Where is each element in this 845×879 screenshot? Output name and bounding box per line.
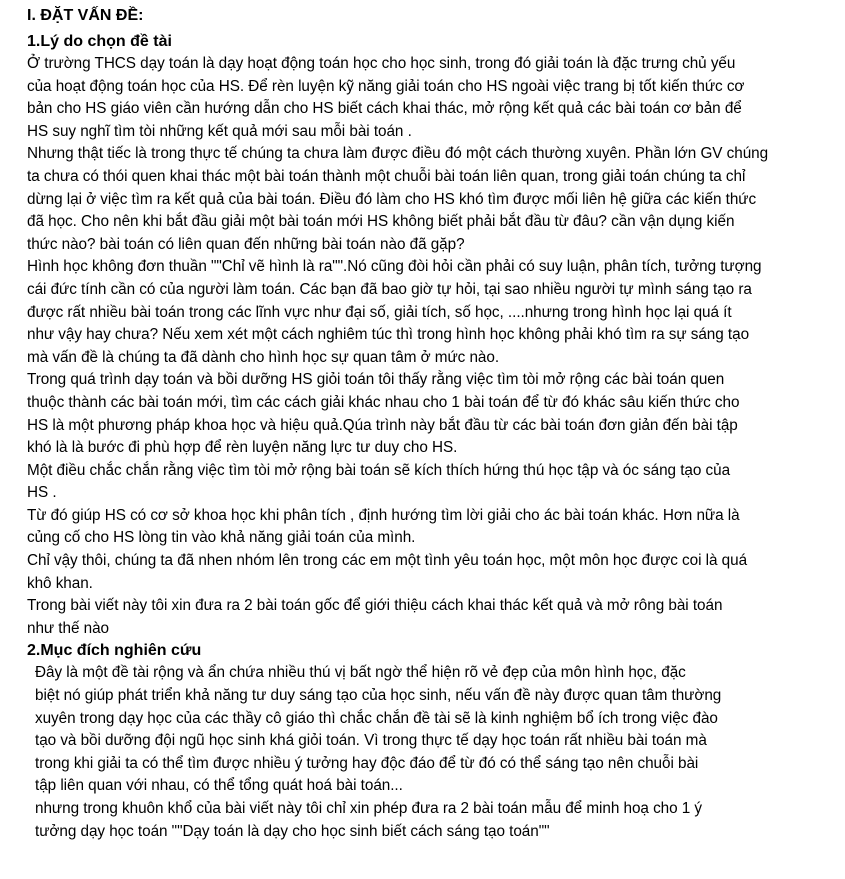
paragraph-line: thuộc thành các bài toán mới, tìm các cách giải khác nhau cho 1 bài toán để từ đó khác sâu kiến thức cho xyxy=(27,393,740,411)
paragraph-line: tạo và bồi dưỡng đội ngũ học sinh khá giỏi toán. Vì trong thực tế dạy học toán rất nhiều bài toán mà xyxy=(35,732,707,750)
paragraph-line: Đây là một đề tài rộng và ẩn chứa nhiều thú vị bất ngờ thể hiện rõ vẻ đẹp của môn hình học, đặc xyxy=(35,664,686,682)
paragraph-line: Từ đó giúp HS có cơ sở khoa học khi phân tích , định hướng tìm lời giải cho ác bài toán khác. Hơn nữa là xyxy=(27,506,740,524)
paragraph-line: biệt nó giúp phát triển khả năng tư duy sáng tạo của học sinh, nếu vấn đề này được quan tâm thường xyxy=(35,687,722,705)
paragraph-line: cái đức tính cần có của người làm toán. Các bạn đã bao giờ tự hỏi, tại sao nhiều người tự mình sáng tạo ra xyxy=(27,280,752,298)
paragraph-line: thức nào? bài toán có liên quan đến những bài toán nào đã gặp? xyxy=(27,235,465,253)
section-2-body xyxy=(27,662,845,843)
paragraph-line: ta chưa có thói quen khai thác một bài toán thành một chuỗi bài toán liên quan, trong giải toán chúng ta chỉ xyxy=(27,167,746,185)
paragraph-line: củng cố cho HS lòng tin vào khả năng giải toán của mình. xyxy=(27,529,416,547)
paragraph-line: Trong quá trình dạy toán và bồi dưỡng HS giỏi toán tôi thấy rằng việc tìm tòi mở rộng các bài toán quen xyxy=(27,371,725,389)
paragraph-line: Chỉ vậy thôi, chúng ta đã nhen nhóm lên trong các em một tình yêu toán học, một môn học được coi là quá xyxy=(27,552,748,570)
section-2-title: 2.Mục đích nghiên cứu xyxy=(27,642,202,660)
paragraph-line: mà vấn đề là chúng ta đã dành cho hình học sự quan tâm ở mức nào. xyxy=(27,348,500,366)
paragraph-line: đã học. Cho nên khi bắt đầu giải một bài toán mới HS không biết phải bắt đầu từ đâu? cần vận dụng kiến xyxy=(27,213,735,231)
paragraph-line: bản cho HS giáo viên cần hướng dẫn cho HS biết cách khai thác, mở rộng kết quả các bài toán cơ bản để xyxy=(27,100,742,118)
paragraph-line: xuyên trong dạy học của các thầy cô giáo thì chắc chắn đề tài sẽ là kinh nghiệm bổ ích trong việc đào xyxy=(35,709,718,727)
paragraph-line: nhưng trong khuôn khổ của bài viết này tôi chỉ xin phép đưa ra 2 bài toán mẫu để minh hoạ cho 1 ý xyxy=(35,800,703,817)
paragraph-line: Một điều chắc chắn rằng việc tìm tòi mở rộng bài toán sẽ kích thích hứng thú học tập và óc sáng tạo của xyxy=(27,461,731,479)
paragraph-line: khô khan. xyxy=(27,574,93,592)
paragraph-line: trong khi giải ta có thể tìm được nhiều ý tưởng hay độc đáo để từ đó có thể sáng tạo nên chuỗi bài xyxy=(35,754,699,772)
paragraph-line: HS là một phương pháp khoa học và hiệu quả.Qúa trình này bắt đầu từ các bài toán đơn giản đến bài tập xyxy=(27,416,738,434)
section-1-title: 1.Lý do chọn đề tài xyxy=(27,33,172,50)
paragraph-line: như vậy hay chưa? Nếu xem xét một cách nghiêm túc thì trong hình học không phải khó tìm ra sự sáng tạo xyxy=(27,326,750,344)
paragraph-line: Nhưng thật tiếc là trong thực tế chúng ta chưa làm được điều đó một cách thường xuyên. Phần lớn GV chúng xyxy=(27,145,769,163)
paragraph-line: tưởng dạy học toán ""Dạy toán là dạy cho học sinh biết cách sáng tạo toán"" xyxy=(35,822,550,840)
section-1-body xyxy=(27,53,845,640)
paragraph-line: HS . xyxy=(27,484,57,502)
paragraph-line: được rất nhiều bài toán trong các lĩnh vực như đại số, giải tích, số học, ....nhưng trong hình học lại quá ít xyxy=(27,303,732,321)
paragraph-line: Ở trường THCS dạy toán là dạy hoạt động toán học cho học sinh, trong đó giải toán là đặc trưng chủ yếu xyxy=(27,55,736,72)
paragraph-line: Hình học không đơn thuần ""Chỉ vẽ hình là ra"".Nó cũng đòi hỏi cần phải có suy luận, phân tích, tưởng tượng xyxy=(27,258,762,276)
paragraph-line: dừng lại ở việc tìm ra kết quả của bài toán. Điều đó làm cho HS khó tìm được mối liên hệ giữa các kiến thức xyxy=(27,190,757,208)
paragraph-line: tập liên quan với nhau, có thể tổng quát hoá bài toán... xyxy=(35,777,403,795)
paragraph-line: HS suy nghĩ tìm tòi những kết quả mới sau mỗi bài toán . xyxy=(27,122,412,140)
paragraph-line: Trong bài viết này tôi xin đưa ra 2 bài toán gốc để giới thiệu cách khai thác kết quả và mở rông bài toán xyxy=(27,597,723,615)
paragraph-line: của hoạt động toán học của HS. Để rèn luyện kỹ năng giải toán cho HS ngoài việc trang bị tốt kiến thức cơ xyxy=(27,77,745,95)
heading-dat-van-de: I. ĐẶT VẤN ĐỀ: xyxy=(27,7,144,24)
paragraph-line: như thế nào xyxy=(27,619,109,637)
paragraph-line: khó là là bước đi phù hợp để rèn luyện năng lực tư duy cho HS. xyxy=(27,439,458,457)
